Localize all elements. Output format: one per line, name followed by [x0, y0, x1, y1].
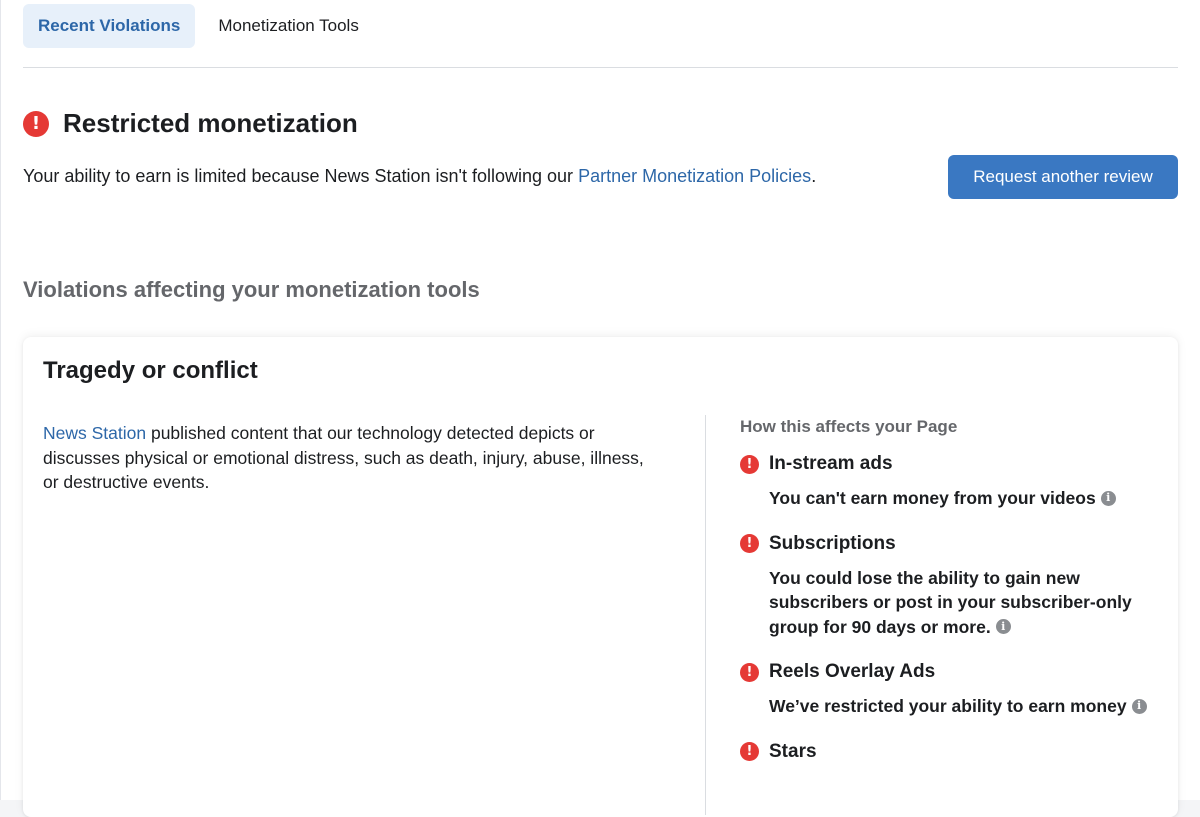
- violation-card: [23, 337, 1178, 817]
- section-heading: Violations affecting your monetization tools: [23, 277, 480, 302]
- policy-link[interactable]: Partner Monetization Policies: [578, 166, 812, 186]
- alert-icon: !: [23, 111, 49, 137]
- effect-in-stream-ads: [740, 453, 1160, 511]
- effect-name: In-stream ads: [769, 453, 893, 474]
- tab-monetization-tools[interactable]: Monetization Tools: [218, 16, 359, 35]
- restricted-description-text: Your ability to earn is limited because News Station isn't following our: [23, 166, 579, 186]
- restricted-title: Restricted monetization: [63, 108, 358, 138]
- effect-name: Stars: [769, 740, 817, 762]
- tab-bar: [23, 4, 374, 48]
- info-icon[interactable]: i: [1132, 699, 1147, 714]
- info-icon[interactable]: i: [1101, 491, 1116, 506]
- effects-heading: How this affects your Page: [740, 417, 958, 436]
- card-divider: [705, 415, 706, 815]
- tab-divider: [23, 67, 1178, 68]
- effect-stars: [740, 741, 1160, 763]
- effect-desc: You can't earn money from your videos: [769, 488, 1096, 508]
- restricted-description-end: .: [811, 166, 817, 186]
- restricted-header: [23, 108, 358, 139]
- request-review-button[interactable]: Request another review: [948, 155, 1178, 199]
- alert-icon: !: [740, 455, 759, 474]
- violation-body-text: published content that our technology detected depicts or discusses physical or emotional distress, such as death, injury, abuse, illness, or destructive events.: [43, 423, 644, 492]
- effect-name: Reels Overlay Ads: [769, 661, 936, 682]
- effect-desc: You could lose the ability to gain new subscribers or post in your subscriber-only group for 90 days or more.: [769, 567, 1132, 637]
- info-icon[interactable]: i: [996, 619, 1011, 634]
- tab-recent-violations[interactable]: Recent Violations: [23, 4, 195, 48]
- effect-subscriptions: [740, 533, 1160, 640]
- effect-reels-overlay-ads: [740, 661, 1160, 719]
- restricted-description: [23, 166, 816, 187]
- alert-icon: !: [740, 534, 759, 553]
- alert-icon: !: [740, 663, 759, 682]
- page-link[interactable]: News Station: [43, 423, 147, 443]
- violation-description: [43, 421, 663, 495]
- alert-icon: !: [740, 742, 759, 761]
- effect-name: Subscriptions: [769, 532, 896, 554]
- effects-panel: [740, 417, 1160, 785]
- effect-desc: We’ve restricted your ability to earn money: [769, 696, 1127, 716]
- violation-title: Tragedy or conflict: [43, 357, 258, 384]
